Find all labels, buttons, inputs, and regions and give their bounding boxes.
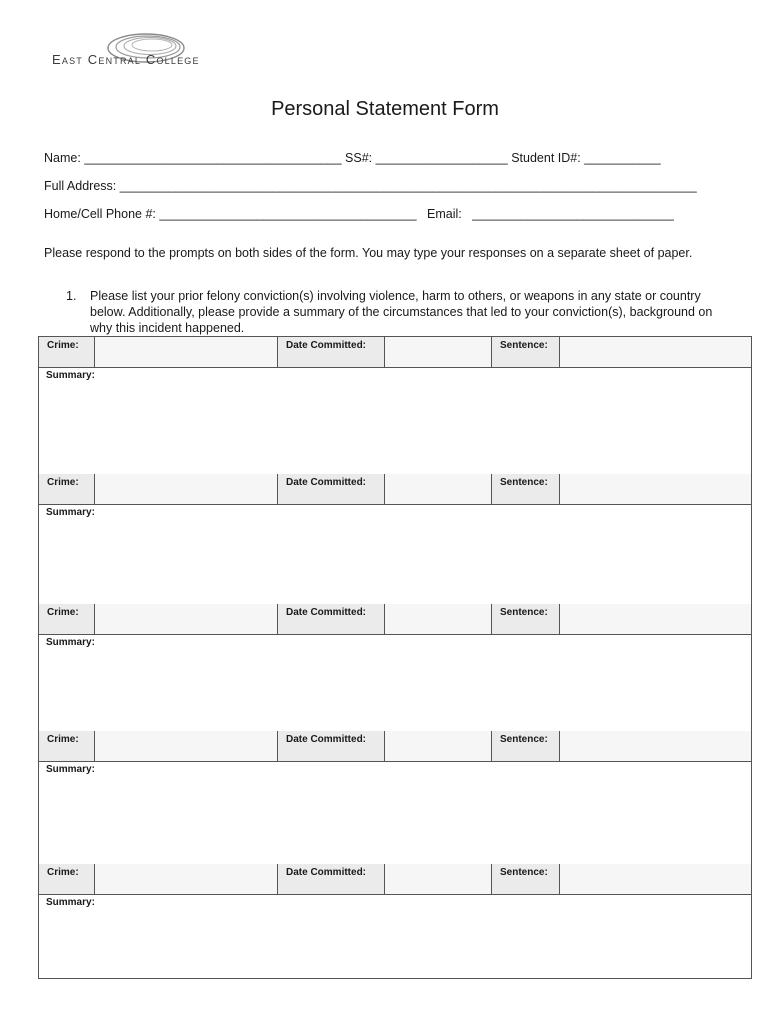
instructions-text: Please respond to the prompts on both sides of the form. You may type your responses on a separate sheet of paper. [44,246,693,260]
phone-label: Home/Cell Phone #: [44,207,156,221]
sentence-input[interactable] [560,474,751,504]
entry-header-row [39,604,751,635]
ss-field[interactable]: ___________________ [375,151,508,165]
logo-text: East Central College [52,52,200,67]
contact-row [44,207,674,221]
crime-input[interactable] [95,337,278,367]
page-title: Personal Statement Form [271,98,499,120]
date-committed-label: Date Committed: [278,474,385,504]
sentence-input[interactable] [560,604,751,634]
date-committed-label: Date Committed: [278,337,385,367]
entry-header-row [39,731,751,762]
sentence-input[interactable] [560,864,751,894]
date-committed-input[interactable] [385,864,492,894]
question-1 [66,288,726,336]
crime-input[interactable] [95,864,278,894]
address-row [44,179,697,193]
date-committed-label: Date Committed: [278,604,385,634]
sentence-input[interactable] [560,337,751,367]
date-committed-input[interactable] [385,337,492,367]
crime-input[interactable] [95,731,278,761]
summary-label: Summary: [46,370,95,381]
date-committed-input[interactable] [385,474,492,504]
summary-label: Summary: [46,637,95,648]
address-label: Full Address: [44,179,117,193]
crime-input[interactable] [95,604,278,634]
sentence-label: Sentence: [492,337,560,367]
sentence-input[interactable] [560,731,751,761]
college-logo [52,30,262,78]
email-label: Email: [427,207,462,221]
sentence-label: Sentence: [492,731,560,761]
entry-header-row [39,474,751,505]
question-text: Please list your prior felony conviction(s) involving violence, harm to others, or weapons in any state or country below. Additionally, please provide a summary of the circumstances that led to your conviction(s), background on why this incident happened. [90,289,713,335]
sentence-label: Sentence: [492,604,560,634]
date-committed-label: Date Committed: [278,731,385,761]
student-id-field[interactable]: ___________ [584,151,661,165]
student-id-label: Student ID#: [511,151,581,165]
date-committed-label: Date Committed: [278,864,385,894]
crime-label: Crime: [39,604,95,634]
summary-label: Summary: [46,764,95,775]
address-field[interactable]: ___________________________________________________________________________________ [119,179,697,193]
crime-label: Crime: [39,474,95,504]
date-committed-input[interactable] [385,604,492,634]
name-row [44,151,661,165]
sentence-label: Sentence: [492,864,560,894]
name-field[interactable]: _____________________________________ [84,151,342,165]
name-label: Name: [44,151,81,165]
entry-header-row [39,337,751,368]
ss-label: SS#: [345,151,373,165]
crime-label: Crime: [39,731,95,761]
phone-field[interactable]: _____________________________________ [159,207,417,221]
crime-label: Crime: [39,864,95,894]
sentence-label: Sentence: [492,474,560,504]
date-committed-input[interactable] [385,731,492,761]
crime-label: Crime: [39,337,95,367]
summary-label: Summary: [46,897,95,908]
summary-label: Summary: [46,507,95,518]
email-field[interactable]: _____________________________ [472,207,674,221]
entry-header-row [39,864,751,895]
question-number: 1. [66,289,77,303]
crime-input[interactable] [95,474,278,504]
conviction-table [38,336,752,979]
